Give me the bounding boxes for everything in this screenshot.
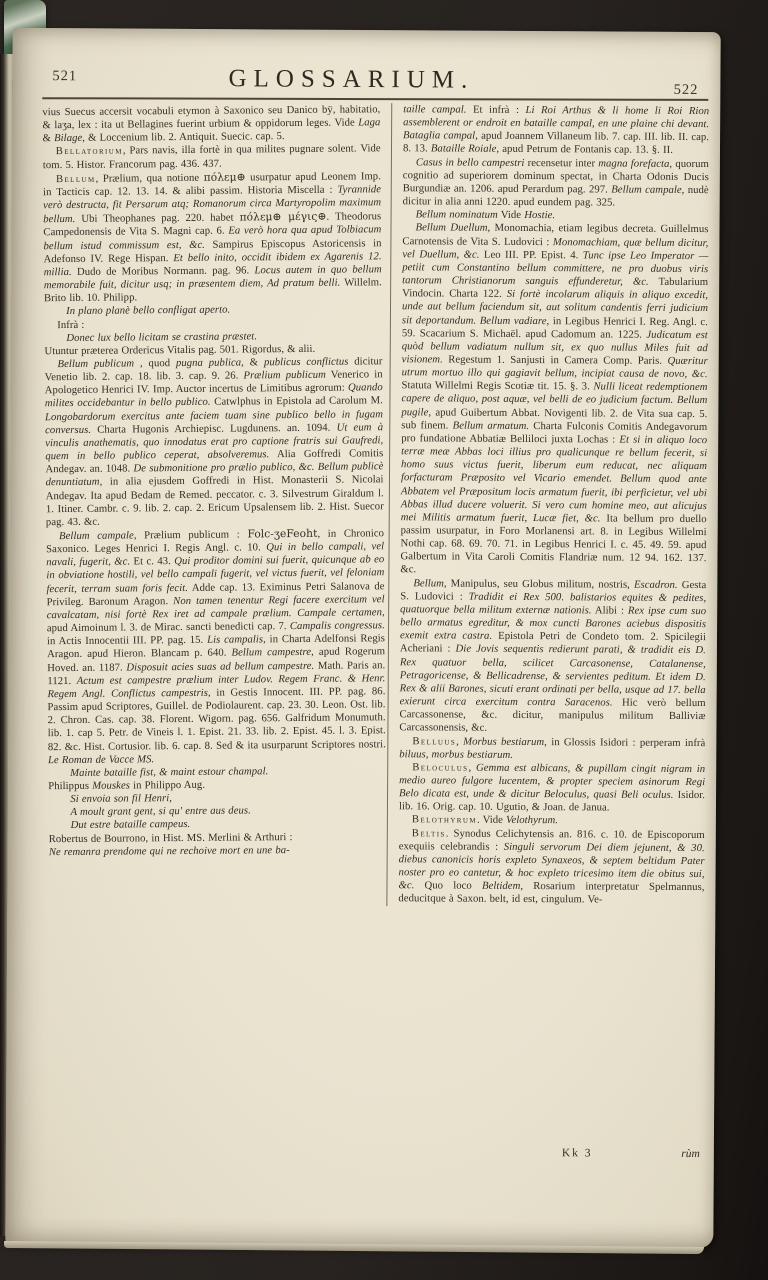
paragraph: Casus in bello campestri recensetur inter magna forefacta, quorum cognitio ad superiorem dominum spectat, in Charta Odonis Ducis Burgundiæ an. 1206. apud Perardum pag. 297. Bellum campale, nudè dicitur in alia anni 1220. apud eundem pag. 325. bbox=[402, 155, 709, 209]
paragraph: Si envoia son fil Henri, bbox=[70, 792, 173, 806]
paragraph: Belothyrum. Vide Velothyrum. bbox=[411, 813, 559, 827]
paragraph: Bellum campale, Prælium publicum : Folc-ʒeFeoht, in Chronico Saxonico. Leges Henrici I. Regis Angl. c. 10. Qui in bello campali, vel navali, fugerit, &c. Et c. 43. Qui proditor domini sui fuerit, quicunque ab eo in obviatione hostili, vel bello campali fugerit, vel victus fuerit, vel feloniam fecerit, terram suam foris fecit. Adde cap. 13. Eximinus Petri Salanova de Privileg. Baronum Aragon. Non tamen tenentur Regi facere exercitum vel cavalcatam, nisi fortè Rex iret ad campale prælium. Campale certamen, apud Aimoinum l. 3. de Mirac. sancti benedicti cap. 7. Campalis congressus. in Actis Innocentii III. PP. pag. 15. Lis campalis, in Charta Adelfonsi Regis Aragon. apud Hieron. Blancam p. 640. Bellum campestre, apud Rogerum Hoved. an. 1187. Disposuit acies suas ad bellum campestre. Math. Paris an. 1121. Actum est campestre prælium inter Ludov. Regem Franc. & Henr. Regem Angl. Conflictus campestris, in Gestis Innocent. III. PP. pag. 86. Passim apud Scriptores, Guillel. de Podiolaurent. cap. 23. 30. Leon. Ost. lib. 2. Chron. Cas. cap. 38. Florent. Wigorn. pag. 656. Galfridum Monumuth. lib. 1. cap 5. Petr. de Vineis l. 1. Epist. 21. 33. lib. 2. Epist. 45. l. 3. Epist. 82. &c. Hist. Cortusior. lib. 6. cap. 8. Sed & ita usurparunt Scriptores nostri. Le Roman de Vacce MS. bbox=[46, 526, 386, 766]
book-page bbox=[5, 28, 720, 1248]
paragraph: Robertus de Bourrono, in Hist. MS. Merlini & Arthuri : bbox=[48, 830, 293, 845]
paragraph: Beloculus, Gemma est albicans, & pupillam cingit nigram in medio aureo fulgore lucentem, & propter speciem asinorum Regi Belo dicata est, unde & dicitur Beloculus, quasi Beli oculus. Isidor. lib. 16. Orig. cap. 10. Ugutio, & Joan. de Janua. bbox=[398, 761, 706, 814]
paragraph: Bellum, Prælium, qua notione πόλεμ⊕ usurpatur apud Leonem Imp. in Tacticis cap. 12. 13. 14. & alibi passim. Historia Miscella : Tyrannide verò destructa, fit Persarum atq; Romanorum circa Martyropolim maximum bellum. Ubi Theophanes pag. 220. habet πόλεμ⊕ μέγις⊕. Theodorus Campedonensis de Vita S. Magni cap. 6. Ea verò hora qua apud Tolbiacum bellum istud commissum est, &c. Sampirus Episcopus Astoricensis in Adefonso IV. Rege Hispan. Et bello inito, occidit ibidem ex Agarenis 12. millia. Dudo de Moribus Normann. pag. 96. Locus autem in quo bellum memorabile fuit, dicitur usq; in præsentem diem, Ad pratum belli. Willelm. Brito lib. 10. Philipp. bbox=[42, 170, 382, 305]
header-rule bbox=[42, 97, 708, 100]
catchword: rùm bbox=[681, 1147, 700, 1161]
paragraph: Beltis. Synodus Celichytensis an. 816. c. 10. de Episcoporum exequiis celebrandis : Singuli servorum Dei diem jejunent, & 30. diebus canonicis horis expleto Synaxeos, & septem beltidum Pater noster pro eo cantetur, & hoc expleto tricesimo item die obitus sui, &c. Quo loco Beltidem, Rosarium interpretatur Spelmannus, deducitque à Saxon. belt, id est, cingulum. Ve- bbox=[398, 826, 705, 906]
text-columns bbox=[37, 101, 710, 908]
paragraph: Mainte bataille fist, & maint estour champal. bbox=[70, 765, 269, 779]
running-title: GLOSSARIUM. bbox=[228, 65, 475, 94]
paragraph: In plano planè bello confligat aperto. bbox=[66, 303, 231, 318]
paragraph: Donec lux bello licitam se crastina præstet. bbox=[66, 329, 258, 344]
left-column bbox=[42, 103, 398, 859]
paragraph: Ne remanra prendome qui ne rechoive mort en une ba- bbox=[48, 843, 290, 858]
paragraph: Dut estre bataille campeus. bbox=[70, 818, 191, 832]
paragraph: Bellum publicum , quod pugna publica, & publicus conflictus dicitur Venetio lib. 2. cap. 18. lib. 3. cap. 9. 26. Prælium publicum Venerico in Apologetico Henrici IV. Imp. Auctor incertus de Limitibus agrorum: Quando milites occidebantur in bello publico. Catwlphus in Epistola ad Carolum M. Longobardorum exercitus ante faciem tuam sine publico bello in fugam conversus. Charta Hugonis Archiepisc. Lugdunens. an. 1094. Ut eum à vinculis anathematis, quo innodatus erat pro captione fratris sui Gaufredi, quem in bello publico ceperat, absolveremus. Alia Goffredi Comitis Andegav. an. 1048. De submonitione pro prælio publico, &c. Bellum publicè denuntiatum, in alia ejusdem Goffredi in Hist. Monasterii S. Nicolai Andegav. Ita apud Bedam de Remed. peccator. c. 3. Silvestrum Giraldum l. 1. Itiner. Cambr. c. 9. lib. 2. cap. 2. Ericum Upsalensem lib. 2. Hist. Suecor pag. 43. &c. bbox=[44, 355, 384, 529]
paragraph: Bellum nominatum Vide Hostie. bbox=[415, 208, 556, 222]
paragraph: vius Suecus accersit vocabuli etymon à Saxonico seu Danico bÿ, habitatio, & laʒa, lex : ita ut Bellagines fuerint urbium & oppidorum leges. Vide Laga & Bilage, & Loccenium lib. 2. Antiquit. Suecic. cap. 5. bbox=[42, 103, 381, 145]
paragraph: Utuntur præterea Ordericus Vitalis pag. 501. Rigordus, & alii. bbox=[44, 342, 316, 358]
paragraph: Philippus Mouskes in Philippo Aug. bbox=[48, 778, 206, 793]
paragraph: Bellatorium, Pars navis, illa fortè in qua milites pugnare solent. Vide tom. 5. Histor. Francorum pag. 436. 437. bbox=[42, 142, 381, 171]
paragraph: A moult grant gent, si qu' entre aus deus. bbox=[70, 804, 251, 819]
right-column bbox=[386, 103, 709, 907]
page-number-left: 521 bbox=[52, 68, 78, 85]
paragraph: Belluus, Morbus bestiarum, in Glossis Isidori : perperam infrà biluus, morbus bestiarum. bbox=[399, 734, 706, 761]
page-number-right: 522 bbox=[673, 81, 699, 99]
quire-signature: Kk 3 bbox=[561, 1147, 593, 1160]
paragraph: taille campal. Et infrà : Li Roi Arthus & li home li Roi Rion assemblerent or endroit en bataille campal, en une plaine chi devant. Bataglia campal, apud Joannem Villaneum lib. 7. cap. III. lib. II. cap. 8. 13. Bataille Roiale, apud Petrum de Fontanis cap. 13. §. II. bbox=[402, 103, 710, 157]
paragraph: Bellum, Manipulus, seu Globus militum, nostris, Escadron. Gesta S. Ludovici : Tradidit ei Rex 500. balistarios equites & pedites, quatuorque bella militum externæ nationis. Alibi : Rex ipse cum suo bello armatus egreditur, & mox cuncti Barones aciebus dispositis exemit extra castra. Epistola Petri de Condeto tom. 2. Spicilegii Acheriani : Die Jovis sequentis redierunt parati, & tradidit eis D. Rex quatuor bella, scilicet Carcasonense, Catalanense, Petragoricense, & Bellicadrense, & servientes peditum. Et idem D. Rex & alii Barones, sicuti erant ordinati per bella, usque ad 17. bella exierunt circa exercitum contra Saracenos. Hic verò bellum Carcassonense, &c. dicitur, manipulus militum Balliviæ Carcassonensis, &c. bbox=[399, 576, 707, 735]
paragraph: Bellum Duellum, Monomachia, etiam legibus decreta. Guillelmus Carnotensis de Vita S. Ludovici : Monomachiam, quæ bellum dicitur, vel Duellum, &c. Leo III. PP. Epist. 4. Tunc ipse Leo Imperator — petiit cum Constantino bellum committere, ne pro duobus viris tantorum Christianorum sanguis effunderetur, &c. Tabularium Vindocin. Charta 122. Si fortè incolarum aliquis in aliquo excedit, unde aut bellum faciendum sit, aut solitum candentis ferri judicium sit deportandum. Bellum vadiare, in Legibus Henrici I. Reg. Angl. c. 59. Scacarium S. Michaël. apud Cadomum an. 1225. Judicatum est quòd bellum vadiatum nullum sit, ex quo nullus Miles fuit ad visionem. Regestum 1. Sanjusti in Camera Comp. Paris. Quæritur utrum mortuo illo qui gagiavit bellum, incipiat causa de novo, &c. Statuta Willelmi Regis Scotiæ tit. 15. §. 3. Nulli liceat redemptionem capere de aliquo, post aquæ, vel belli de eo judicium factum. Bellum pugile, apud Guibertum Abbat. Novigenti lib. 2. de Vita sua cap. 5. sub finem. Bellum armatum. Charta Fulconis Comitis Andegavorum pro fundatione Abbatiæ Belliloci juxta Lochas : Et si in aliquo loco terræ meæ Abbas loci illius pro qualicunque re bellum fecerit, si homo suus victus fuerit, liberum eum reducat, nec aliquam forfacturam Præposito vel Vicario emendet. Bellum quod ante Abbatem vel Præpositum locis armatum fuerit, ibi perficietur, vel ubi Abbas illud ducere voluerit. Si vero cum homine meo, aut alicujus mei Militis armatum fuerit, Lucæ fiet, &c. Ita bellum pro duello passim usurpatur, in Foro Morlanensi art. 8. in Legibus Willelmi Nothi cap. 68. 69. 70. 71. in Legibus Henrici I. c. 45. 49. 59. apud Galbertum in Vita Caroli Comitis Flandriæ num. 12 94. 162. 137. &c. bbox=[400, 221, 709, 576]
signature-row bbox=[562, 1147, 700, 1160]
paragraph: Infrà : bbox=[57, 318, 85, 331]
